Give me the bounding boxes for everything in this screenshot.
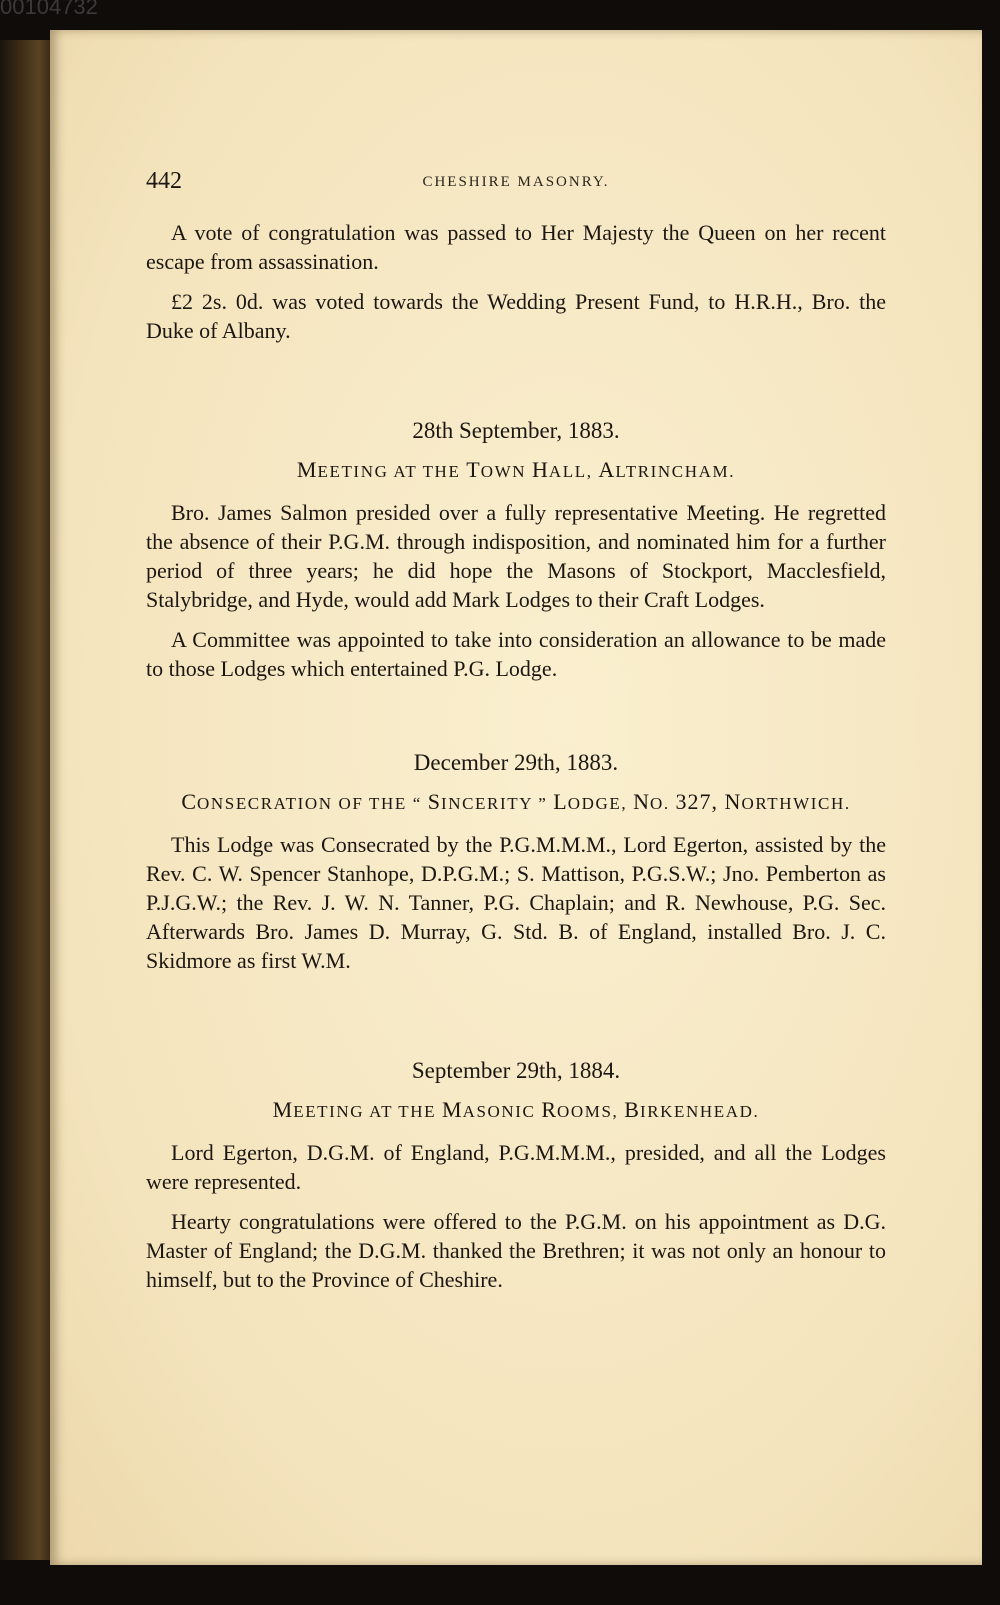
paragraph: Bro. James Salmon presided over a fully representative Meeting. He regretted the absence of their P.G.M. through indisposition, and nominated him for a further period of three years; he did hope the Masons of Stockport, Macclesfield, Stalybridge, and Hyde, would add Mark Lodges to their Craft Lodges. bbox=[146, 500, 886, 612]
scan-stamp: 00104732 bbox=[0, 0, 98, 14]
paragraph: A vote of congratulation was passed to Her Majesty the Queen on her recent escape from assassination. bbox=[146, 220, 886, 274]
section-date: December 29th, 1883. bbox=[413, 750, 619, 775]
running-head: CHESHIRE MASONRY. bbox=[422, 174, 610, 190]
section-heading: MEETING AT THE TOWN HALL, ALTRINCHAM. bbox=[296, 457, 736, 482]
paragraph: Lord Egerton, D.G.M. of England, P.G.M.M.M., presided, and all the Lodges were represented. bbox=[146, 1140, 886, 1194]
page-number: 442 bbox=[146, 168, 182, 194]
page-header bbox=[146, 168, 886, 198]
section-heading: CONSECRATION OF THE “ SINCERITY ” LODGE, NO. 327, NORTHWICH. bbox=[181, 789, 851, 814]
section-heading: MEETING AT THE MASONIC ROOMS, BIRKENHEAD. bbox=[272, 1097, 760, 1122]
paragraph: £2 2s. 0d. was voted towards the Wedding Present Fund, to H.R.H., Bro. the Duke of Albany. bbox=[146, 289, 886, 343]
section-date: September 29th, 1884. bbox=[411, 1058, 621, 1083]
paragraph: Hearty congratulations were offered to the P.G.M. on his appointment as D.G. Master of England; the D.G.M. thanked the Brethren; it was not only an honour to himself, but to the Province of Cheshire. bbox=[146, 1209, 886, 1292]
paragraph: This Lodge was Consecrated by the P.G.M.M.M., Lord Egerton, assisted by the Rev. C. W. Spencer Stanhope, D.P.G.M.; S. Mattison, P.G.S.W.; Jno. Pemberton as P.J.G.W.; the Rev. J. W. N. Tanner, P.G. Chaplain; and R. Newhouse, P.G. Sec. Afterwards Bro. James D. Murray, G. Std. B. of England, installed Bro. J. C. Skidmore as first W.M. bbox=[146, 832, 886, 973]
book-spine bbox=[0, 40, 56, 1560]
paragraph: A Committee was appointed to take into consideration an allowance to be made to those Lodges which entertained P.G. Lodge. bbox=[146, 627, 886, 681]
section-date: 28th September, 1883. bbox=[412, 418, 620, 443]
page-content bbox=[146, 218, 886, 1305]
